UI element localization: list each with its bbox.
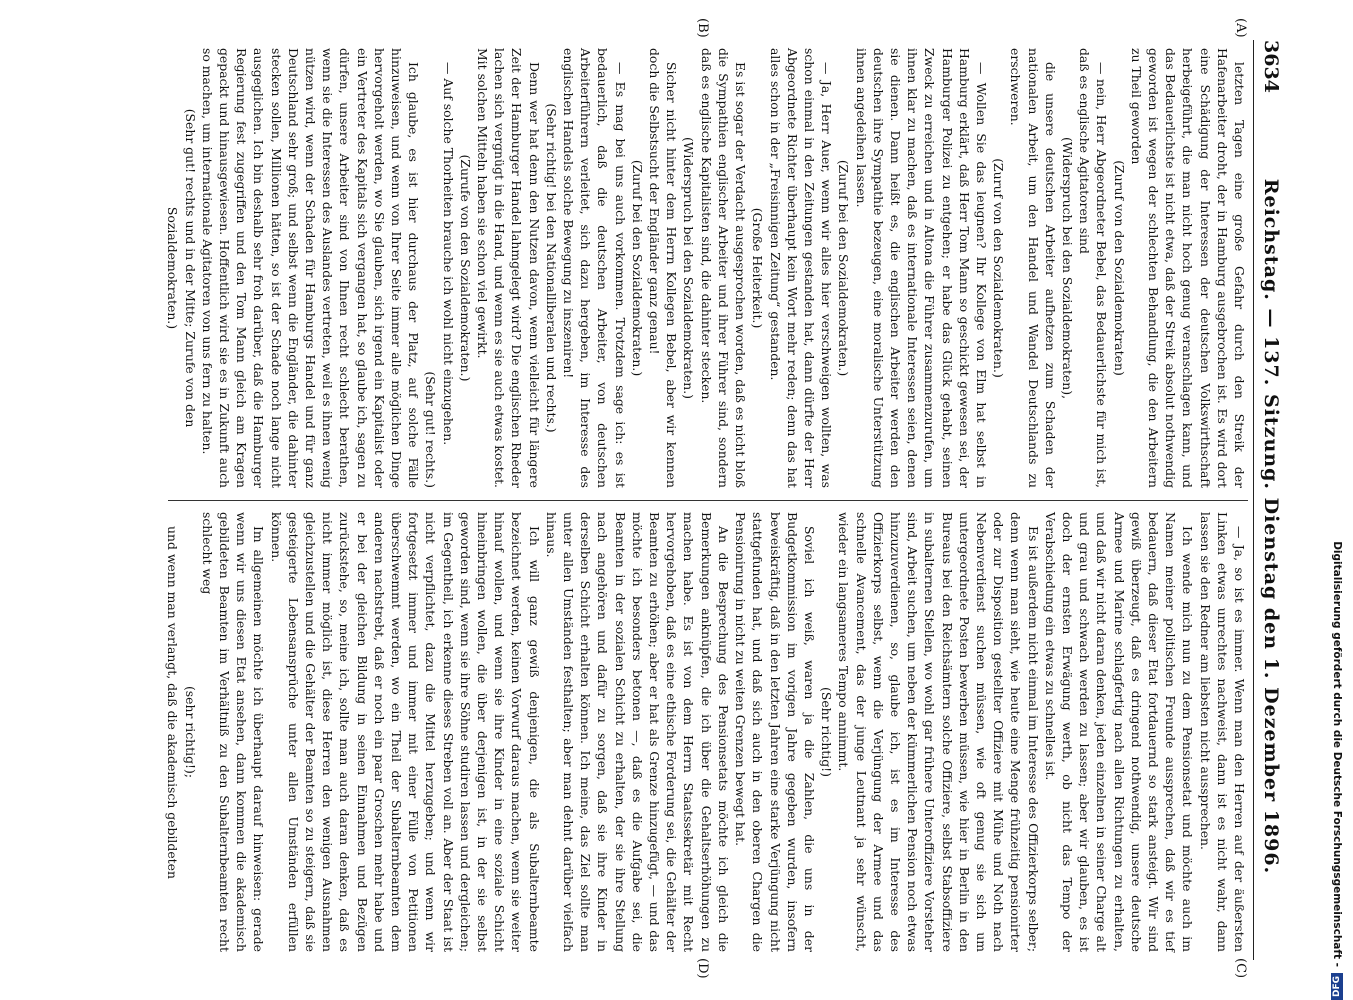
paragraph: — Es mag bei uns auch vorkommen. Trotzdem sage ich: es ist bedauerlich, daß die deutschen Arbeiter, von deutschen Arbeiterführern verleitet, sich dazu hergeben, im Interesse des englischen Handels solche Bewegung zu inszeniren! <box>561 48 628 488</box>
interjection: (sehr richtig!); <box>182 685 198 779</box>
interjection: (Große Heiterkeit.) <box>750 207 766 329</box>
paragraph: Soviel ich weiß, waren ja die Zahlen, die uns in der Budgetkommission im vorigen Jahre gegeben wurden, insofern beweiskräftig, daß in den letzten Jahren eine starke Verjüngung nicht stattgefunden hat, und daß sich auch in den oberen Chargen die Pensionirung in nicht zu weiten Grenzen bewegt hat. <box>733 512 817 952</box>
paragraph: die unsere deutschen Arbeiter aufhetzen zum Schaden der nationalen Arbeit, um den Handel und Wandel Deutschlands zu erschweren. <box>1008 48 1058 488</box>
interjection: (Zuruf bei den Sozialdemokraten.) <box>629 159 645 377</box>
scanned-page <box>70 0 1310 1000</box>
paragraph: und wenn man verlangt, daß die akademisch gebildeten <box>165 526 181 879</box>
paragraph: Denn wer hat denn den Nutzen davon, wenn vielleicht für längere Zeit der Hamburger Handel lahmgelegt wird? Die englischen Rheder lachen sich vergnügt in die Hand, und wenn es sie auch etwas kostet. Mit solchen Mitteln haben sie schon viel gewirkt. <box>475 48 542 488</box>
interjection: (Sehr gut! rechts und in der Mitte; Zurufe von den Sozialdemokraten.) <box>165 108 198 428</box>
page-title: Reichstag. — 137. Sitzung. Dienstag den 1. Dezember 1896. <box>1260 178 1282 875</box>
margin-mark-d: (D) <box>695 958 710 979</box>
interjection: (Zuruf von den Sozialdemokraten) <box>1111 160 1127 376</box>
margin-mark-a: (A) <box>1233 18 1248 38</box>
column-divider <box>168 500 1248 501</box>
paragraph: — Wollen Sie das leugnen? Ihr Kollege von Elm hat selbst in Hamburg erklärt, daß Herr Tom Mann so geschickt gewesen sei, der Hamburger Polizei zu entgehen; er habe das Glück gehabt, seinen Zweck zu erreichen und in Altona die Führer zusammenzurufen, um ihnen klar zu machen, daß es internationale Interessen seien, denen sie dienen. Dann heißt es, die englischen Arbeiter werden den deutschen ihre Sympathie bezeugen, eine moralische Unterstützung ihnen angedeihen lassen. <box>853 48 989 488</box>
interjection: (Zuruf von den Sozialdemokraten.) <box>991 158 1007 378</box>
interjection: (Widerspruch bei den Sozialdemokraten.) <box>681 136 697 400</box>
paragraph: — nein, Herr Abgeordneter Bebel, das Bedauerlichste für mich ist, daß es englische Agitatoren sind <box>1077 48 1110 488</box>
interjection: (Widerspruch bei den Sozialdemokraten), <box>1059 136 1075 400</box>
paragraph: — Ja, Herr Auer, wenn wir alles hier verschweigen wollten, was schon einmal in den Zeitungen gestanden hat, dann dürfte der Herr Abgeordnete Richter überhaupt kein Wort mehr reden; denn das hat alles schon in der „Freisinnigen Zeitung“ gestanden. <box>767 48 835 488</box>
interjection: (Sehr richtig! bei den Nationalliberalen und rechts.) <box>543 103 559 433</box>
interjection: (Sehr gut! rechts.) <box>423 371 439 488</box>
left-column <box>164 48 1248 488</box>
paragraph: Ich wende mich nun zu dem Pensionsetat und möchte auch im Namen meiner politischen Freunde aussprechen, daß wir es tief bedauern, daß dieser Etat fortdauernd so stark ansteigt. Wir sind gewiß überzeugt, daß es dringend nothwendig, unsere deutsche Armee und Marine schlagfertig nach allen Richtungen zu erhalten, und daß wir nicht daran denken, jeden einzelnen in seiner Charge alt und grau und schwach werden zu lassen; aber wir glauben, es ist doch der ernsten Erwägung werth, ob nicht das Tempo der Verabschiedung ein etwas zu schnelles ist. <box>1042 512 1196 952</box>
dfg-logo-icon: DFG <box>1331 973 1343 1000</box>
interjection: (Sehr richtig!) <box>819 687 835 777</box>
paragraph: Im allgemeinen möchte ich überhaupt darauf hinweisen: gerade wenn wir uns diesen Etat ansehen, dann kommen die akademisch gebildeten Beamten im Verhältniß zu den Subalternbeamten recht schlecht weg <box>199 512 267 952</box>
paragraph: Es ist außerdem nicht einmal im Interesse des Offizierkorps selber; denn wenn man sieht, wie heute eine Menge frühzeitig pensionirter oder zur Disposition gestellter Offiziere mit Mühe und Noth nach Nebenverdienst suchen müssen, wie oft genug sie sich um untergeordnete Posten bewerben müssen, wie hier in Berlin in den Bureaus bei den Reichsämtern solche Offiziere, selbst Stabsoffiziere in subalternen Stellen, wo wohl gar frühere Unteroffiziere Vorsteher sind, Arbeit suchen, um neben der kümmerlichen Pension noch etwas hinzuzuverdienen, so, glaube ich, ist es im Interesse des Offizierkorps selbst, wenn die Verjüngung der Armee und das schnelle Avancement, das der junge Leutnant ja sehr wünscht, wieder ein langsameres Tempo annimmt. <box>836 512 1041 952</box>
page-header <box>1253 40 1288 960</box>
paragraph: Ich will ganz gewiß denjenigen, die als Subalternbeamte bezeichnet werden, keinen Vorwurf daraus machen, wenn sie weiter hinauf wollen, und wenn sie ihre Kinder in eine soziale Schicht hineinbringen wollen, die über derjenigen ist, in der sie selbst geworden sind, wenn sie ihre Söhne studiren lassen und dergleichen; im Gegentheil, ich erkenne dieses Streben voll an. Aber der Staat ist nicht verpflichtet, dazu die Mittel herzugeben; und wenn wir fortgesetzt immer und immer mit einer Fülle von Petitionen überschwemmt werden, wo ein Theil der Subalternbeamten dem anderen nachstrebt, daß er noch ein paar Groschen mehr habe und er bei der gleichen Bildung in seinen Einnahmen und Bezügen zurückstehe, so, meine ich, sollte man auch daran denken, daß es nicht immer möglich ist, diese Herren den wenigen Ausnahmen gleichzustellen und die Gehälter der Beamten so zu steigern, daß sie gesteigerte Lebensansprüche unter allen Umständen erfüllen können. <box>268 512 542 952</box>
paragraph: An die Besprechung des Pensionsetats möchte ich gleich die Bemerkungen anknüpfen, die ich über die Gehaltserhöhungen zu machen habe. Es ist von dem Herrn Staatssekretär mit Recht hervorgehoben, daß es eine ethische Forderung sei, die Gehälter der Beamten zu erhöhen; aber er hat als Grenze hinzugefügt, — und das möchte ich besonders betonen —, daß es die Aufgabe sei, die Beamten in der sozialen Schicht zu erhalten, der sie ihre Stellung nach angehören und dafür zu sorgen, daß sie ihre Kinder in derselben Schicht erhalten können. Ich meine, das Ziel sollte man unter allen Umständen festhalten; aber man dehnt darüber vielfach hinaus. <box>543 512 731 952</box>
margin-mark-b: (B) <box>695 18 710 38</box>
credit-text: Digitalisierung gefördert durch die Deutsche Forschungsgemeinschaft - <box>1331 541 1343 967</box>
paragraph: Ich glaube, es ist hier durchaus der Platz, auf solche Fälle hinzuweisen, und wenn von Ihrer Seite immer alle möglichen Dinge hervorgeholt werden, wo Sie glauben, sich irgend ein Kapitalist oder ein Vertreter des Kapitals sich vergangen hat, so glaube ich, sagen zu dürfen, unsere Arbeiter sind von Ihnen recht schlecht berathen, wenn sie die Interessen des Auslandes vertreten, weil es ihnen wenig nützen wird, wenn der Schaden für Hamburgs Handel und für ganz Deutschland sehr groß; und selbst wenn die Engländer, die dahinter stecken sollen, Millionen hätten, so ist der Schade noch lange nicht ausgeglichen. Ich bin deshalb sehr froh darüber, daß die Hamburger Regierung fest zugegriffen und den Tom Mann gleich am Kragen gepackt und hinausgewiesen. Hoffentlich wird sie es in Zukunft auch so machen, um internationale Agitatoren von uns fern zu halten. <box>199 48 422 488</box>
paragraph: Es ist sogar der Verdacht ausgesprochen worden, daß es nicht bloß die Sympathien englischer Arbeiter und ihrer Führer sind, sondern daß es englische Kapitalisten sind, die dahinter stecken. <box>698 48 749 488</box>
paragraph: letzten Tagen eine große Gefahr durch den Streik der Hafenarbeiter droht, der in Hamburg ausgebrochen ist. Es wird dort eine Schädigung der Interessen der deutschen Volkswirthschaft herbeigeführt, die man nicht hoch genug veranschlagen kann, und das Bedauerlichste ist nicht etwa, daß der Streik absolut nothwendig geworden ist wegen der schlechten Behandlung, die den Arbeitern zu Theil geworden <box>1128 48 1247 488</box>
digitization-credit <box>1320 0 1353 1000</box>
paragraph: Sicher nicht hinter dem Herrn Kollegen Bebel, aber wir kennen doch die Selbstsucht der Engländer ganz genau! <box>647 48 680 488</box>
interjection: (Zuruf bei den Sozialdemokraten.) <box>836 159 852 377</box>
paragraph: — Ja, so ist es immer. Wenn man den Herren auf der äußersten Linken etwas unrechtes nachweist, dann ist es nicht wahr, dann lassen sie den Redner am liebsten nicht aussprechen. <box>1197 512 1247 952</box>
interjection: (Zurufe von den Sozialdemokraten.) <box>457 154 473 382</box>
right-column <box>164 512 1248 952</box>
page-number: 3634 <box>1260 40 1282 93</box>
paragraph: — Auf solche Thorheiten brauche ich wohl nicht einzugehen. <box>440 62 456 446</box>
margin-mark-c: (C) <box>1233 958 1248 979</box>
